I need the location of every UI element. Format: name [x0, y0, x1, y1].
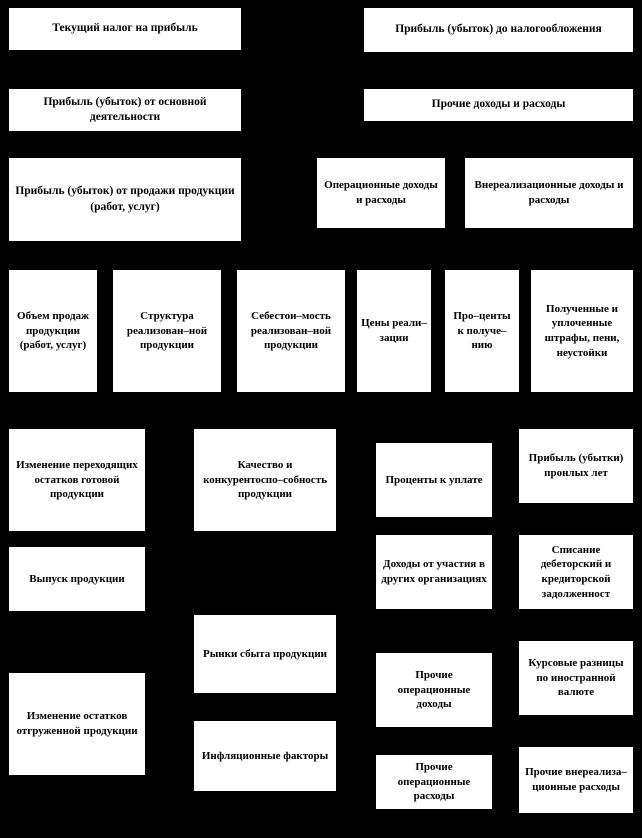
node-label: Прочие операционные расходы	[397, 761, 471, 803]
node-label: Внереализационные доходы и расходы	[474, 179, 624, 206]
node-interest-payable	[375, 442, 493, 518]
node-label: Рынки сбыта продукции	[202, 647, 328, 660]
node-label: Прибыль (убыток) от основной деятельности	[43, 95, 207, 123]
node-other-non-operating-expenses	[518, 746, 634, 814]
node-profit-from-sales	[8, 157, 242, 242]
node-label: Структура реализован–ной продукции	[126, 310, 208, 352]
node-label: Полученные и уплоченные штрафы, пени, неустойки	[544, 302, 620, 359]
node-profit-before-tax	[363, 7, 634, 53]
node-selling-prices	[356, 269, 432, 393]
node-write-off-receivables-payables	[518, 534, 634, 610]
node-label: Прибыль (убыток) от продажи продукции (работ, услуг)	[15, 185, 235, 213]
node-fines-received-paid	[530, 269, 634, 393]
node-label: Прибыль (убытки) пронлых лет	[528, 452, 624, 479]
node-label: Операционные доходы и расходы	[324, 179, 438, 206]
node-label: Себестои–мость реализован–ной продукции	[250, 310, 332, 352]
node-interest-receivable	[444, 269, 520, 393]
node-label: Проценты к уплате	[385, 473, 483, 486]
node-profit-core-activity	[8, 88, 242, 132]
node-cost-of-sales	[236, 269, 346, 393]
node-change-shipped-goods-balance	[8, 672, 146, 776]
node-current-income-tax	[8, 7, 242, 51]
node-non-operating-income-expenses	[464, 157, 634, 229]
node-prior-years-profit	[518, 428, 634, 504]
node-sales-volume	[8, 269, 98, 393]
node-label: Объем продаж продукции (работ, услуг)	[17, 310, 89, 352]
node-product-output	[8, 546, 146, 612]
node-exchange-rate-differences	[518, 640, 634, 716]
node-label: Прочие операционные доходы	[397, 669, 471, 711]
node-income-from-participation	[375, 534, 493, 610]
node-label: Прочие внереализа–ционные расходы	[525, 766, 627, 793]
node-product-quality-competitiveness	[193, 428, 337, 532]
node-label: Курсовые разницы по иностранной валюте	[528, 657, 624, 699]
node-label: Прибыль (убыток) до налогообложения	[395, 23, 602, 36]
node-label: Цены реали–зации	[361, 317, 427, 344]
node-label: Качество и конкурентоспо–собность продукции	[203, 459, 327, 501]
node-change-carryover-finished-goods	[8, 428, 146, 532]
node-label: Изменение переходящих остатков готовой продукции	[16, 459, 138, 501]
node-label: Текущий налог на прибыль	[52, 22, 198, 35]
node-label: Прочие доходы и расходы	[431, 98, 566, 111]
node-other-operating-income	[375, 652, 493, 728]
node-sales-structure	[112, 269, 222, 393]
node-label: Выпуск продукции	[29, 572, 125, 585]
node-inflation-factors	[193, 720, 337, 792]
node-other-operating-expenses	[375, 754, 493, 810]
node-label: Инфляционные факторы	[201, 749, 329, 762]
node-label: Про–центы к получе–нию	[453, 310, 511, 352]
node-other-income-expenses	[363, 88, 634, 122]
node-label: Изменение остатков отгруженной продукции	[16, 710, 138, 737]
node-label: Списание дебеторский и кредиторской задолженност	[540, 543, 612, 600]
node-operating-income-expenses	[316, 157, 446, 229]
node-label: Доходы от участия в других организациях	[381, 558, 487, 585]
node-sales-markets	[193, 614, 337, 694]
